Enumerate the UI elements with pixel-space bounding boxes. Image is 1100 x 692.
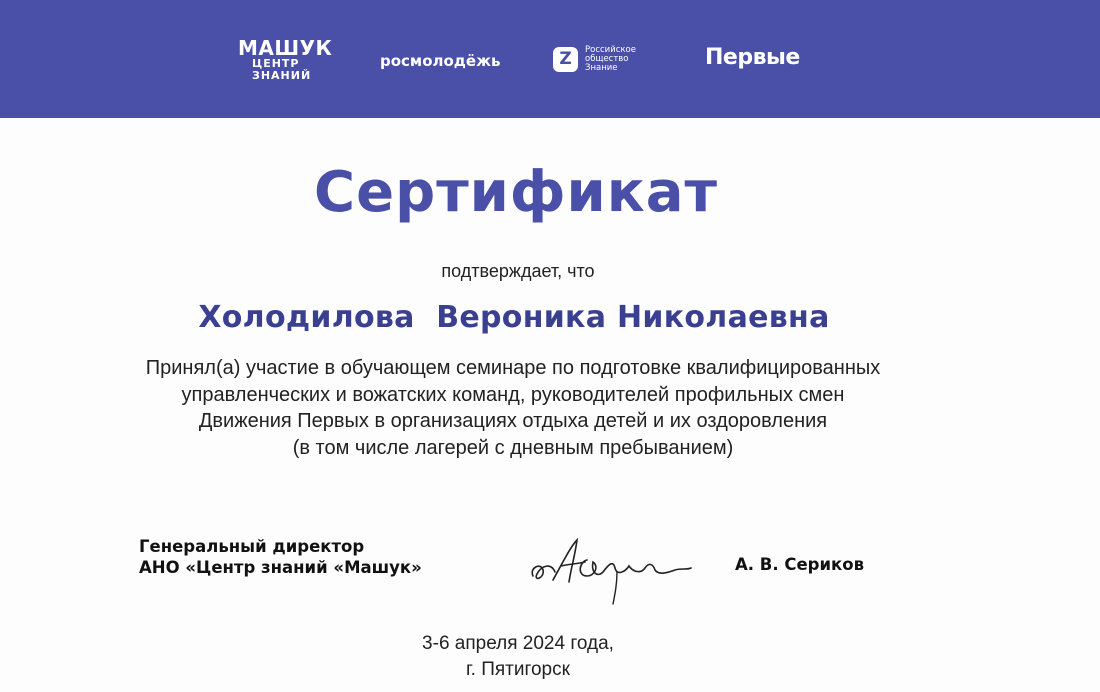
event-date: 3-6 апреля 2024 года, xyxy=(422,633,614,654)
body-line: Принял(а) участие в обучающем семинаре по подготовке квалифицированных xyxy=(145,357,881,379)
certificate-body xyxy=(0,355,1026,461)
header-banner xyxy=(0,0,1100,118)
signatory-name: А. В. Сериков xyxy=(735,555,865,574)
handwritten-signature xyxy=(525,532,695,608)
mashuk-logo-line2: ЦЕНТР xyxy=(252,57,300,70)
signatory-position-line2: АНО «Центр знаний «Машук» xyxy=(139,558,422,577)
date-place xyxy=(0,631,1036,683)
mashuk-logo-line3: ЗНАНИЙ xyxy=(252,68,312,82)
body-line: (в том числе лагерей с дневным пребыванием) xyxy=(292,436,734,459)
confirms-text: подтверждает, что xyxy=(441,261,595,281)
mashuk-logo-line1: МАШУК xyxy=(238,36,333,60)
body-line: управленческих и вожатских команд, руководителей профильных смен xyxy=(181,383,845,406)
signatory-position xyxy=(139,536,422,578)
znanie-logo-text: Российское общество Знание xyxy=(585,45,636,73)
body-line: Движения Первых в организациях отдыха детей и их оздоровления xyxy=(198,410,828,432)
event-place: г. Пятигорск xyxy=(466,659,570,680)
rosmolodezh-logo: росмолодёжь xyxy=(380,52,501,70)
znanie-logo xyxy=(553,46,636,73)
pervye-logo: Первые xyxy=(705,45,800,70)
znanie-badge-icon: Z xyxy=(553,47,578,72)
signatory-position-line1: Генеральный директор xyxy=(139,537,365,556)
certificate-title: Сертификат xyxy=(314,160,718,225)
recipient-name: Холодилова Вероника Николаевна xyxy=(198,300,830,335)
mashuk-logo xyxy=(238,38,332,81)
